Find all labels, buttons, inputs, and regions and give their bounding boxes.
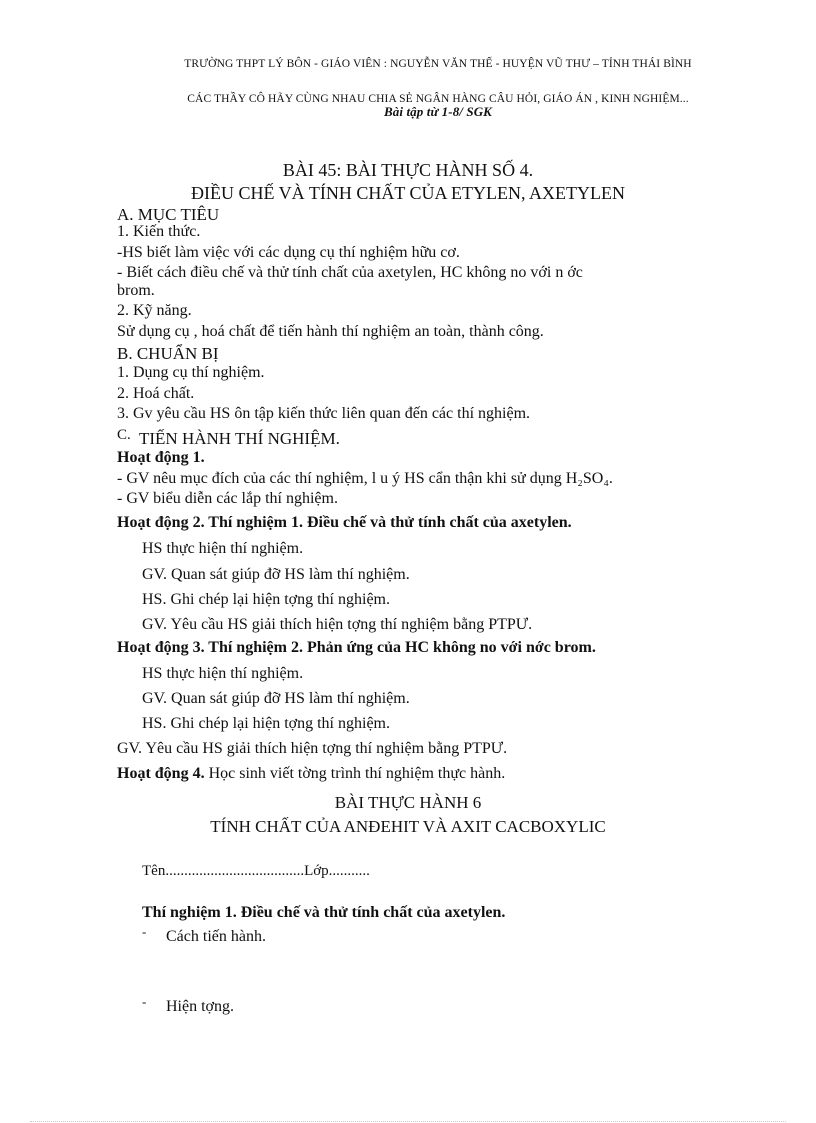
section-b-heading: B. CHUẨN BỊ (117, 344, 219, 363)
activity1-heading: Hoạt động 1. (117, 449, 205, 466)
b2-line: 2. Hoá chất. (117, 385, 195, 402)
activity4-line (117, 765, 505, 783)
a1-line3: brom. (117, 282, 155, 299)
page-bottom-rule (30, 1121, 786, 1122)
a1-line1: -HS biết làm việc với các dụng cụ thí nghiệm hữu cơ. (117, 244, 460, 261)
lesson45-subtitle: ĐIỀU CHẾ VÀ TÍNH CHẤT CỦA ETYLEN, AXETYLEN (191, 183, 625, 203)
activity1-line2: - GV biểu diễn các lắp thí nghiệm. (117, 490, 338, 507)
activity2-line1: HS thực hiện thí nghiệm. (142, 540, 304, 557)
experiment1-heading: Thí nghiệm 1. Điều chế và thử tính chất của axetylen. (142, 904, 506, 921)
a2-heading: 2. Kỹ năng. (117, 302, 192, 319)
header-exercise-line: Bài tập từ 1-8/ SGK (384, 104, 492, 119)
section-a-heading: A. MỤC TIÊU (117, 205, 220, 224)
activity4-label: Hoạt động 4. (117, 765, 205, 782)
header-school-line: TRƯỜNG THPT LÝ BÔN - GIÁO VIÊN : NGUYỄN VĂN THẾ - HUYỆN VŨ THƯ – TỈNH THÁI BÌNH (184, 58, 692, 70)
activity3-line1: HS thực hiện thí nghiệm. (142, 665, 304, 682)
header-share-line: CÁC THẦY CÔ HÃY CÙNG NHAU CHIA SẺ NGÂN HÀNG CÂU HỎI, GIÁO ÁN , KINH NGHIỆM... (187, 93, 689, 105)
bullet-procedure: Cách tiến hành. (166, 928, 266, 945)
a1-heading: 1. Kiến thức. (117, 223, 201, 240)
activity2-line3: HS. Ghi chép lại hiện tợng thí nghiệm. (142, 591, 390, 608)
b3-line: 3. Gv yêu cầu HS ôn tập kiến thức liên quan đến các thí nghiệm. (117, 405, 531, 422)
lesson6-title: BÀI THỰC HÀNH 6 (334, 793, 482, 812)
a2-line1: Sử dụng cụ , hoá chất để tiến hành thí nghiệm an toàn, thành công. (117, 323, 544, 340)
lesson45-title: BÀI 45: BÀI THỰC HÀNH SỐ 4. (282, 160, 534, 180)
activity4-text: Học sinh viết tờng trình thí nghiệm thực hành. (204, 765, 506, 782)
activity3-line3: HS. Ghi chép lại hiện tợng thí nghiệm. (142, 715, 390, 732)
activity3-heading: Hoạt động 3. Thí nghiệm 2. Phản ứng của HC không no với nớc brom. (117, 639, 596, 656)
bullet-dash-1: - (142, 924, 147, 939)
section-c-letter: C. (117, 427, 131, 443)
bullet-phenomenon: Hiện tợng. (166, 998, 235, 1015)
section-c-heading: TIẾN HÀNH THÍ NGHIỆM. (139, 429, 340, 448)
activity3-line2: GV. Quan sát giúp đỡ HS làm thí nghiệm. (142, 690, 410, 707)
activity3-line4: GV. Yêu cầu HS giải thích hiện tợng thí nghiệm bằng PTPƯ. (117, 740, 508, 757)
bullet-dash-2: - (142, 994, 147, 1009)
activity1-line1: - GV nêu mục đích của các thí nghiệm, l u ý HS cẩn thận khi sử dụng H₂SO₄. (117, 470, 613, 487)
activity2-line2: GV. Quan sát giúp đỡ HS làm thí nghiệm. (142, 566, 410, 583)
lesson6-subtitle: TÍNH CHẤT CỦA ANĐEHIT VÀ AXIT CACBOXYLIC (210, 817, 606, 836)
name-class-line: Tên.....................................Lớp........... (142, 863, 370, 879)
activity2-heading: Hoạt động 2. Thí nghiệm 1. Điều chế và thử tính chất của axetylen. (117, 514, 572, 531)
a1-line2: - Biết cách điều chế và thử tính chất của axetylen, HC không no với n ớc (117, 264, 583, 281)
activity2-line4: GV. Yêu cầu HS giải thích hiện tợng thí nghiệm bằng PTPƯ. (142, 616, 533, 633)
b1-line: 1. Dụng cụ thí nghiệm. (117, 364, 265, 381)
